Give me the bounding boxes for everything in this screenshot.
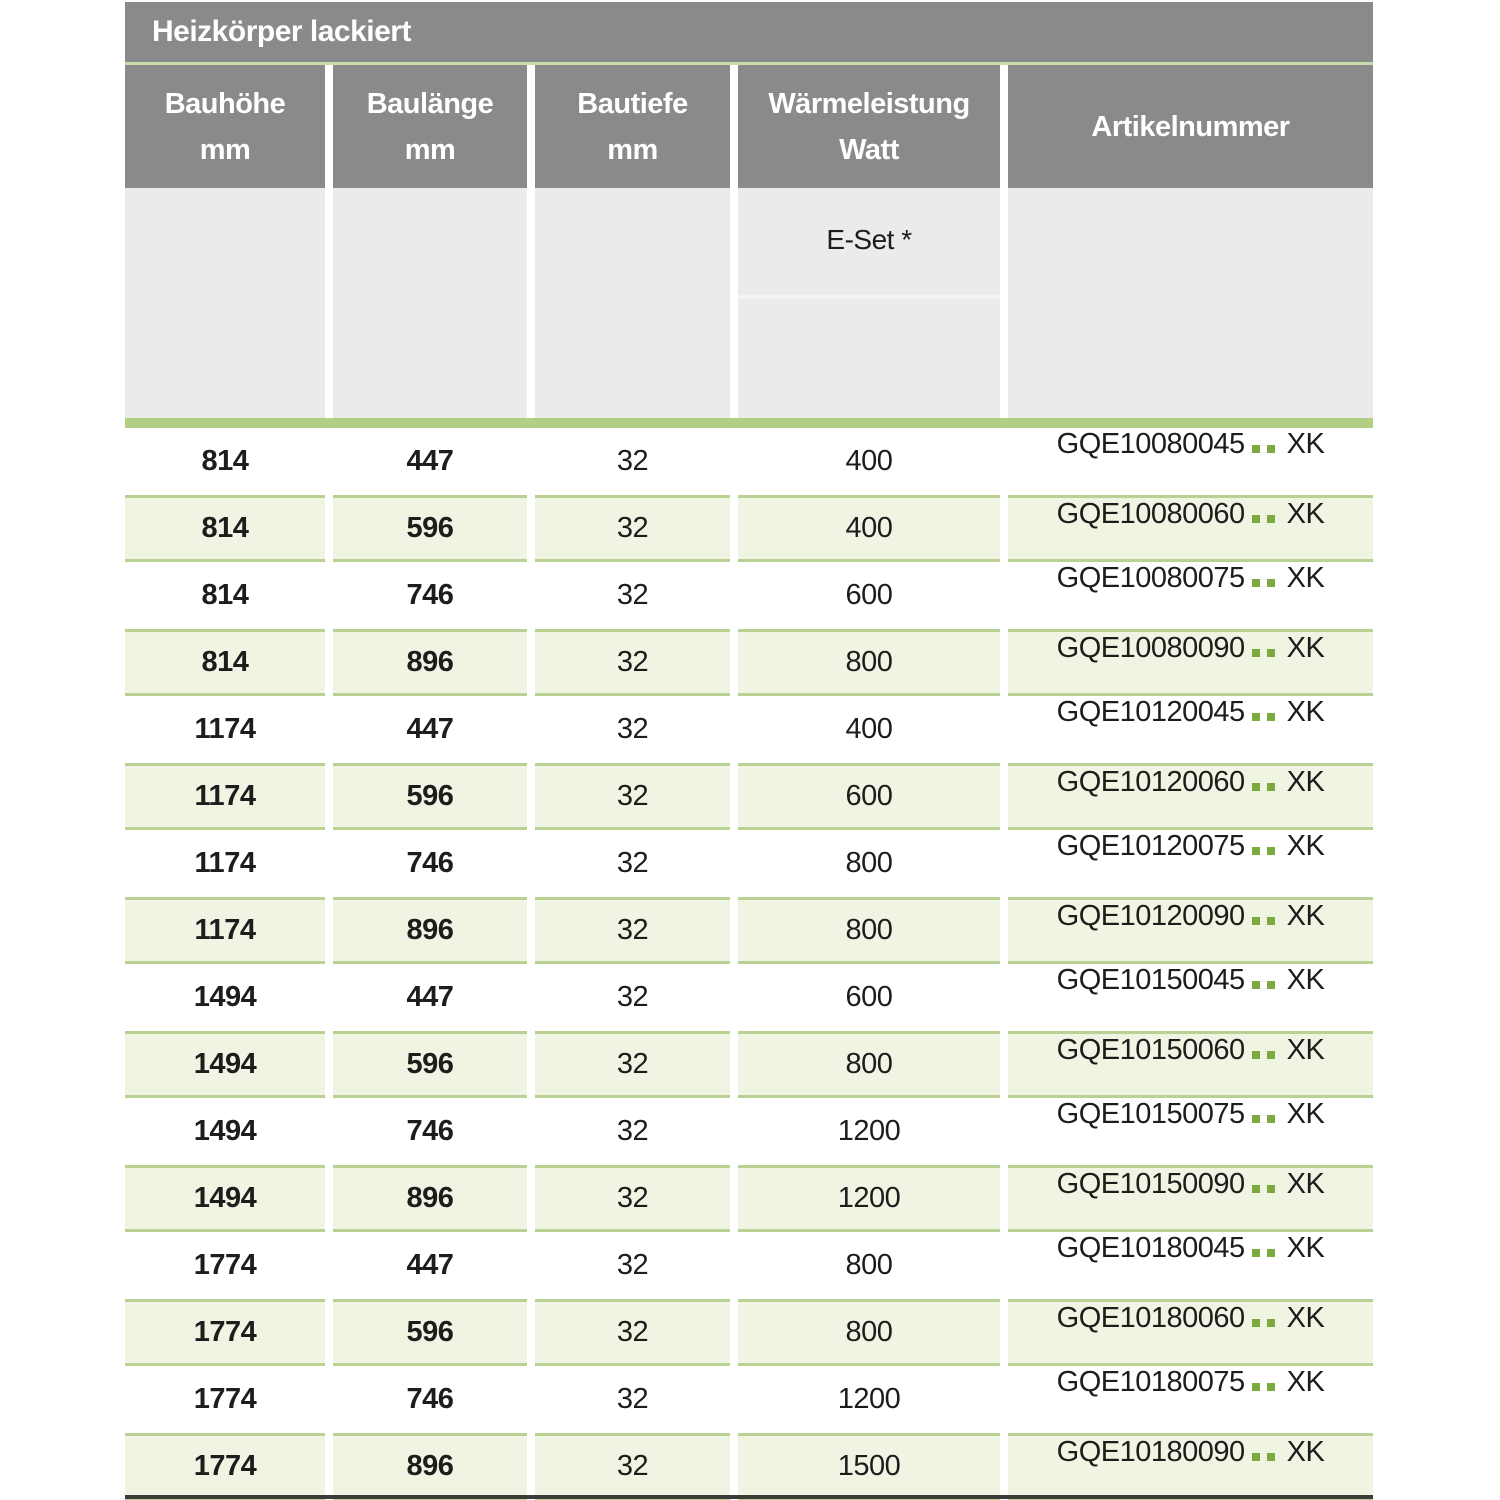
column-header-unit: Watt	[839, 133, 899, 166]
table-row	[125, 763, 1373, 830]
placeholder-dot-icon	[1252, 1051, 1260, 1059]
bauhoehe-value: 1174	[194, 914, 256, 946]
watt-value: 600	[845, 579, 893, 611]
artikelnummer-prefix: GQE10080090	[1056, 632, 1245, 664]
baulaenge-value: 596	[406, 1048, 454, 1080]
baulaenge-value: 596	[406, 780, 454, 812]
placeholder-dot-icon	[1252, 1249, 1260, 1257]
cell-artikelnummer	[1008, 629, 1373, 696]
cell-bauhoehe	[125, 696, 325, 763]
bautiefe-value: 32	[616, 914, 649, 946]
bautiefe-value: 32	[616, 780, 649, 812]
cell-watt	[738, 1299, 1000, 1366]
table-bottom-border	[125, 1495, 1373, 1499]
artikelnummer-prefix: GQE10180045	[1056, 1232, 1245, 1264]
watt-value: 1200	[837, 1115, 901, 1147]
placeholder-dot-icon	[1267, 713, 1275, 721]
bautiefe-value: 32	[616, 1249, 649, 1281]
artikelnummer-suffix: XK	[1286, 1098, 1325, 1130]
bauhoehe-value: 814	[201, 646, 249, 678]
placeholder-dot-icon	[1252, 847, 1260, 855]
watt-value: 800	[845, 1048, 893, 1080]
bauhoehe-value: 814	[201, 512, 249, 544]
cell-baulaenge	[333, 1098, 527, 1165]
subheader-cell-bauhoehe	[125, 188, 325, 418]
cell-bautiefe	[535, 1165, 730, 1232]
baulaenge-value: 447	[406, 713, 454, 745]
column-header-artikelnummer	[1008, 65, 1373, 188]
cell-bautiefe	[535, 763, 730, 830]
cell-bautiefe	[535, 1433, 730, 1500]
cell-watt	[738, 763, 1000, 830]
table-row	[125, 1165, 1373, 1232]
cell-baulaenge	[333, 629, 527, 696]
bautiefe-value: 32	[616, 713, 649, 745]
artikelnummer-prefix: GQE10150090	[1056, 1168, 1245, 1200]
placeholder-dot-icon	[1267, 1185, 1275, 1193]
cell-artikelnummer	[1008, 1232, 1373, 1299]
column-header-label: Bauhöhe	[164, 87, 286, 120]
cell-bautiefe	[535, 830, 730, 897]
artikelnummer-suffix: XK	[1286, 498, 1325, 530]
artikelnummer-suffix: XK	[1286, 562, 1325, 594]
cell-bautiefe	[535, 1031, 730, 1098]
cell-bauhoehe	[125, 1433, 325, 1500]
bautiefe-value: 32	[616, 1383, 649, 1415]
cell-artikelnummer	[1008, 763, 1373, 830]
cell-artikelnummer	[1008, 1366, 1373, 1433]
table-body	[125, 428, 1373, 1500]
cell-watt	[738, 495, 1000, 562]
watt-value: 600	[845, 780, 893, 812]
bautiefe-value: 32	[616, 445, 649, 477]
watt-value: 600	[845, 981, 893, 1013]
cell-artikelnummer	[1008, 1433, 1373, 1500]
cell-bauhoehe	[125, 629, 325, 696]
cell-bautiefe	[535, 1232, 730, 1299]
subheader-cell-baulaenge	[333, 188, 527, 418]
subheader-cell-artikelnummer	[1008, 188, 1373, 418]
table-title: Heizkörper lackiert	[125, 2, 1373, 62]
column-header-label: Baulänge	[366, 87, 494, 120]
artikelnummer-prefix: GQE10120090	[1056, 900, 1245, 932]
cell-watt	[738, 1433, 1000, 1500]
column-header-bauhoehe	[125, 65, 325, 188]
artikelnummer-prefix: GQE10180075	[1056, 1366, 1245, 1398]
artikelnummer-suffix: XK	[1286, 632, 1325, 664]
baulaenge-value: 596	[406, 1316, 454, 1348]
cell-baulaenge	[333, 1165, 527, 1232]
bauhoehe-value: 814	[201, 579, 249, 611]
placeholder-dot-icon	[1252, 713, 1260, 721]
cell-bautiefe	[535, 1366, 730, 1433]
color-code-placeholder-dots-icon	[1252, 1185, 1275, 1193]
subheader-cell-eset: E-Set *	[738, 188, 1000, 418]
column-header-unit: mm	[404, 133, 456, 166]
bauhoehe-value: 1174	[194, 713, 256, 745]
placeholder-dot-icon	[1267, 649, 1275, 657]
placeholder-dot-icon	[1267, 783, 1275, 791]
bauhoehe-value: 1174	[194, 780, 256, 812]
table-row	[125, 1031, 1373, 1098]
artikelnummer-prefix: GQE10180060	[1056, 1302, 1245, 1334]
cell-watt	[738, 1098, 1000, 1165]
cell-bauhoehe	[125, 1098, 325, 1165]
table-row	[125, 1433, 1373, 1500]
color-code-placeholder-dots-icon	[1252, 713, 1275, 721]
artikelnummer-prefix: GQE10150075	[1056, 1098, 1245, 1130]
color-code-placeholder-dots-icon	[1252, 1453, 1275, 1461]
artikelnummer-prefix: GQE10120060	[1056, 766, 1245, 798]
cell-bauhoehe	[125, 897, 325, 964]
table-row	[125, 428, 1373, 495]
placeholder-dot-icon	[1267, 1319, 1275, 1327]
bauhoehe-value: 1494	[193, 1115, 257, 1147]
table-row	[125, 1098, 1373, 1165]
artikelnummer-suffix: XK	[1286, 1168, 1325, 1200]
subheader-cell-bautiefe	[535, 188, 730, 418]
placeholder-dot-icon	[1252, 1185, 1260, 1193]
cell-baulaenge	[333, 428, 527, 495]
cell-baulaenge	[333, 964, 527, 1031]
placeholder-dot-icon	[1252, 1319, 1260, 1327]
table-row	[125, 1232, 1373, 1299]
table-row	[125, 897, 1373, 964]
placeholder-dot-icon	[1252, 445, 1260, 453]
bautiefe-value: 32	[616, 579, 649, 611]
table-row	[125, 964, 1373, 1031]
cell-bautiefe	[535, 696, 730, 763]
artikelnummer-suffix: XK	[1286, 1436, 1325, 1468]
column-header-baulaenge	[333, 65, 527, 188]
cell-bautiefe	[535, 495, 730, 562]
cell-baulaenge	[333, 1299, 527, 1366]
placeholder-dot-icon	[1267, 1051, 1275, 1059]
cell-artikelnummer	[1008, 897, 1373, 964]
artikelnummer-suffix: XK	[1286, 766, 1325, 798]
color-code-placeholder-dots-icon	[1252, 1115, 1275, 1123]
cell-bautiefe	[535, 964, 730, 1031]
table-row	[125, 1366, 1373, 1433]
cell-baulaenge	[333, 1433, 527, 1500]
watt-value: 800	[845, 847, 893, 879]
artikelnummer-prefix: GQE10150045	[1056, 964, 1245, 996]
artikelnummer-prefix: GQE10180090	[1056, 1436, 1245, 1468]
color-code-placeholder-dots-icon	[1252, 1051, 1275, 1059]
cell-bauhoehe	[125, 830, 325, 897]
artikelnummer-suffix: XK	[1286, 830, 1325, 862]
column-header-row	[125, 65, 1373, 188]
cell-baulaenge	[333, 1232, 527, 1299]
watt-value: 800	[845, 1249, 893, 1281]
cell-artikelnummer	[1008, 1165, 1373, 1232]
cell-bautiefe	[535, 1098, 730, 1165]
artikelnummer-prefix: GQE10120045	[1056, 696, 1245, 728]
cell-baulaenge	[333, 830, 527, 897]
bauhoehe-value: 814	[201, 445, 249, 477]
watt-value: 800	[845, 914, 893, 946]
bautiefe-value: 32	[616, 1316, 649, 1348]
placeholder-dot-icon	[1267, 1249, 1275, 1257]
baulaenge-value: 447	[406, 1249, 454, 1281]
cell-artikelnummer	[1008, 696, 1373, 763]
placeholder-dot-icon	[1267, 917, 1275, 925]
bauhoehe-value: 1174	[194, 847, 256, 879]
watt-value: 800	[845, 646, 893, 678]
baulaenge-value: 896	[406, 1182, 454, 1214]
column-header-waermeleistung	[738, 65, 1000, 188]
cell-artikelnummer	[1008, 830, 1373, 897]
cell-artikelnummer	[1008, 1299, 1373, 1366]
placeholder-dot-icon	[1267, 1453, 1275, 1461]
artikelnummer-prefix: GQE10080045	[1056, 428, 1245, 460]
bauhoehe-value: 1774	[193, 1316, 257, 1348]
cell-bauhoehe	[125, 495, 325, 562]
artikelnummer-suffix: XK	[1286, 1366, 1325, 1398]
table-row	[125, 495, 1373, 562]
artikelnummer-suffix: XK	[1286, 1232, 1325, 1264]
placeholder-dot-icon	[1267, 1115, 1275, 1123]
placeholder-dot-icon	[1267, 445, 1275, 453]
watt-value: 400	[845, 713, 893, 745]
column-header-label: Wärmeleistung	[768, 87, 970, 120]
placeholder-dot-icon	[1252, 981, 1260, 989]
artikelnummer-prefix: GQE10120075	[1056, 830, 1245, 862]
cell-watt	[738, 428, 1000, 495]
cell-bauhoehe	[125, 763, 325, 830]
color-code-placeholder-dots-icon	[1252, 445, 1275, 453]
artikelnummer-suffix: XK	[1286, 900, 1325, 932]
cell-baulaenge	[333, 696, 527, 763]
placeholder-dot-icon	[1252, 1453, 1260, 1461]
color-code-placeholder-dots-icon	[1252, 917, 1275, 925]
cell-baulaenge	[333, 1031, 527, 1098]
bauhoehe-value: 1494	[193, 1182, 257, 1214]
column-header-unit: mm	[199, 133, 251, 166]
cell-watt	[738, 897, 1000, 964]
artikelnummer-prefix: GQE10150060	[1056, 1034, 1245, 1066]
cell-bautiefe	[535, 629, 730, 696]
placeholder-dot-icon	[1252, 917, 1260, 925]
cell-watt	[738, 964, 1000, 1031]
artikelnummer-suffix: XK	[1286, 428, 1325, 460]
watt-value: 1500	[837, 1450, 901, 1482]
placeholder-dot-icon	[1252, 783, 1260, 791]
cell-bauhoehe	[125, 1031, 325, 1098]
baulaenge-value: 447	[406, 445, 454, 477]
column-header-label: Bautiefe	[577, 87, 688, 120]
bautiefe-value: 32	[616, 512, 649, 544]
bautiefe-value: 32	[616, 1115, 649, 1147]
artikelnummer-suffix: XK	[1286, 1302, 1325, 1334]
bautiefe-value: 32	[616, 981, 649, 1013]
cell-bauhoehe	[125, 1366, 325, 1433]
placeholder-dot-icon	[1252, 649, 1260, 657]
cell-watt	[738, 629, 1000, 696]
baulaenge-value: 746	[406, 1383, 454, 1415]
table-row	[125, 629, 1373, 696]
cell-artikelnummer	[1008, 495, 1373, 562]
cell-bauhoehe	[125, 1299, 325, 1366]
baulaenge-value: 746	[406, 1115, 454, 1147]
cell-bautiefe	[535, 428, 730, 495]
placeholder-dot-icon	[1267, 847, 1275, 855]
cell-watt	[738, 1031, 1000, 1098]
placeholder-dot-icon	[1267, 981, 1275, 989]
bautiefe-value: 32	[616, 847, 649, 879]
placeholder-dot-icon	[1267, 515, 1275, 523]
cell-watt	[738, 1232, 1000, 1299]
cell-artikelnummer	[1008, 1031, 1373, 1098]
product-spec-table	[125, 2, 1373, 1500]
cell-watt	[738, 1165, 1000, 1232]
subheader-row	[125, 188, 1373, 418]
baulaenge-value: 896	[406, 1450, 454, 1482]
bautiefe-value: 32	[616, 646, 649, 678]
cell-watt	[738, 696, 1000, 763]
cell-bautiefe	[535, 1299, 730, 1366]
bauhoehe-value: 1774	[193, 1249, 257, 1281]
table-row	[125, 1299, 1373, 1366]
color-code-placeholder-dots-icon	[1252, 515, 1275, 523]
cell-artikelnummer	[1008, 562, 1373, 629]
cell-watt	[738, 830, 1000, 897]
color-code-placeholder-dots-icon	[1252, 579, 1275, 587]
column-header-bautiefe	[535, 65, 730, 188]
placeholder-dot-icon	[1252, 1115, 1260, 1123]
placeholder-dot-icon	[1267, 1383, 1275, 1391]
baulaenge-value: 746	[406, 579, 454, 611]
bauhoehe-value: 1494	[193, 981, 257, 1013]
placeholder-dot-icon	[1252, 1383, 1260, 1391]
cell-baulaenge	[333, 1366, 527, 1433]
placeholder-dot-icon	[1252, 515, 1260, 523]
column-header-unit: mm	[607, 133, 658, 166]
baulaenge-value: 447	[406, 981, 454, 1013]
bauhoehe-value: 1774	[193, 1450, 257, 1482]
cell-artikelnummer	[1008, 428, 1373, 495]
table-row	[125, 696, 1373, 763]
baulaenge-value: 746	[406, 847, 454, 879]
artikelnummer-suffix: XK	[1286, 964, 1325, 996]
artikelnummer-prefix: GQE10080075	[1056, 562, 1245, 594]
placeholder-dot-icon	[1267, 579, 1275, 587]
watt-value: 400	[845, 445, 893, 477]
placeholder-dot-icon	[1252, 579, 1260, 587]
color-code-placeholder-dots-icon	[1252, 1249, 1275, 1257]
color-code-placeholder-dots-icon	[1252, 847, 1275, 855]
color-code-placeholder-dots-icon	[1252, 1319, 1275, 1327]
header-accent-band	[125, 418, 1373, 428]
watt-value: 1200	[837, 1383, 901, 1415]
cell-baulaenge	[333, 495, 527, 562]
cell-bauhoehe	[125, 1232, 325, 1299]
bauhoehe-value: 1494	[193, 1048, 257, 1080]
cell-artikelnummer	[1008, 964, 1373, 1031]
bautiefe-value: 32	[616, 1450, 649, 1482]
cell-baulaenge	[333, 763, 527, 830]
bautiefe-value: 32	[616, 1182, 649, 1214]
color-code-placeholder-dots-icon	[1252, 1383, 1275, 1391]
baulaenge-value: 896	[406, 646, 454, 678]
cell-bautiefe	[535, 562, 730, 629]
cell-baulaenge	[333, 897, 527, 964]
bauhoehe-value: 1774	[193, 1383, 257, 1415]
artikelnummer-prefix: GQE10080060	[1056, 498, 1245, 530]
column-header-label: Artikelnummer	[1091, 110, 1290, 143]
table-row	[125, 562, 1373, 629]
bautiefe-value: 32	[616, 1048, 649, 1080]
cell-bauhoehe	[125, 964, 325, 1031]
watt-value: 1200	[837, 1182, 901, 1214]
cell-artikelnummer	[1008, 1098, 1373, 1165]
color-code-placeholder-dots-icon	[1252, 649, 1275, 657]
watt-value: 400	[845, 512, 893, 544]
baulaenge-value: 896	[406, 914, 454, 946]
cell-bauhoehe	[125, 1165, 325, 1232]
artikelnummer-suffix: XK	[1286, 1034, 1325, 1066]
cell-baulaenge	[333, 562, 527, 629]
color-code-placeholder-dots-icon	[1252, 981, 1275, 989]
cell-bauhoehe	[125, 562, 325, 629]
table-row	[125, 830, 1373, 897]
artikelnummer-suffix: XK	[1286, 696, 1325, 728]
watt-value: 800	[845, 1316, 893, 1348]
cell-bauhoehe	[125, 428, 325, 495]
cell-watt	[738, 562, 1000, 629]
cell-watt	[738, 1366, 1000, 1433]
cell-bautiefe	[535, 897, 730, 964]
color-code-placeholder-dots-icon	[1252, 783, 1275, 791]
baulaenge-value: 596	[406, 512, 454, 544]
